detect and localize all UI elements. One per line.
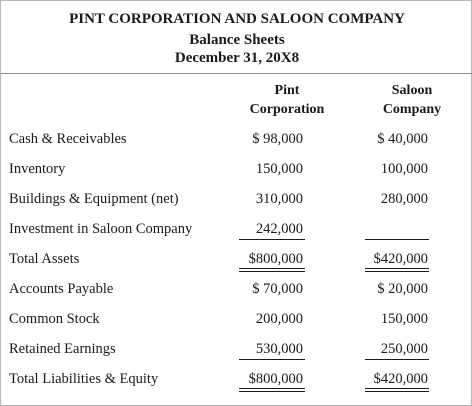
saloon-value: 150,000 xyxy=(380,311,428,327)
column-header-saloon-line2: Company xyxy=(382,102,442,117)
row-label: Cash & Receivables xyxy=(9,131,127,147)
table-row xyxy=(1,278,472,300)
saloon-value: 100,000 xyxy=(380,161,428,177)
table-row xyxy=(1,368,472,390)
column-header-pint-line1: Pint xyxy=(274,83,300,98)
pint-value: 530,000 xyxy=(255,341,303,357)
company-title: PINT CORPORATION AND SALOON COMPANY xyxy=(69,11,405,27)
pint-double-underline xyxy=(239,268,305,272)
row-label: Investment in Saloon Company xyxy=(9,221,193,237)
saloon-value: 250,000 xyxy=(380,341,428,357)
table-row xyxy=(1,308,472,330)
row-label: Accounts Payable xyxy=(9,281,114,297)
table-row xyxy=(1,338,472,360)
table-row xyxy=(1,158,472,180)
pint-value: 150,000 xyxy=(255,161,303,177)
column-header-saloon-line1: Saloon xyxy=(391,83,433,98)
table-row xyxy=(1,128,472,150)
pint-value: $800,000 xyxy=(248,371,303,387)
pint-single-underline xyxy=(239,239,305,240)
row-label: Inventory xyxy=(9,161,66,177)
pint-value: $800,000 xyxy=(248,251,303,267)
statement-title: Balance Sheets xyxy=(189,32,285,48)
pint-value: 242,000 xyxy=(255,221,303,237)
row-label: Buildings & Equipment (net) xyxy=(9,191,179,207)
pint-value: $ 70,000 xyxy=(252,281,303,297)
saloon-double-underline xyxy=(365,388,429,392)
saloon-value: $420,000 xyxy=(373,371,428,387)
header-divider xyxy=(1,73,472,74)
statement-date: December 31, 20X8 xyxy=(174,50,300,66)
row-label: Retained Earnings xyxy=(9,341,116,357)
saloon-double-underline xyxy=(365,268,429,272)
saloon-single-underline xyxy=(365,239,429,240)
row-label: Total Assets xyxy=(9,251,80,267)
saloon-single-underline xyxy=(365,359,429,360)
table-row xyxy=(1,188,472,210)
pint-value: 310,000 xyxy=(255,191,303,207)
pint-double-underline xyxy=(239,388,305,392)
table-row xyxy=(1,248,472,270)
pint-value: 200,000 xyxy=(255,311,303,327)
pint-value: $ 98,000 xyxy=(252,131,303,147)
row-label: Total Liabilities & Equity xyxy=(9,371,159,387)
column-header-pint xyxy=(237,81,337,119)
saloon-value: 280,000 xyxy=(380,191,428,207)
saloon-value: $ 20,000 xyxy=(377,281,428,297)
saloon-value: $420,000 xyxy=(373,251,428,267)
row-label: Common Stock xyxy=(9,311,100,327)
table-row xyxy=(1,218,472,240)
column-header-pint-line2: Corporation xyxy=(249,102,325,117)
saloon-value: $ 40,000 xyxy=(377,131,428,147)
pint-single-underline xyxy=(239,359,305,360)
column-header-saloon xyxy=(367,81,457,119)
